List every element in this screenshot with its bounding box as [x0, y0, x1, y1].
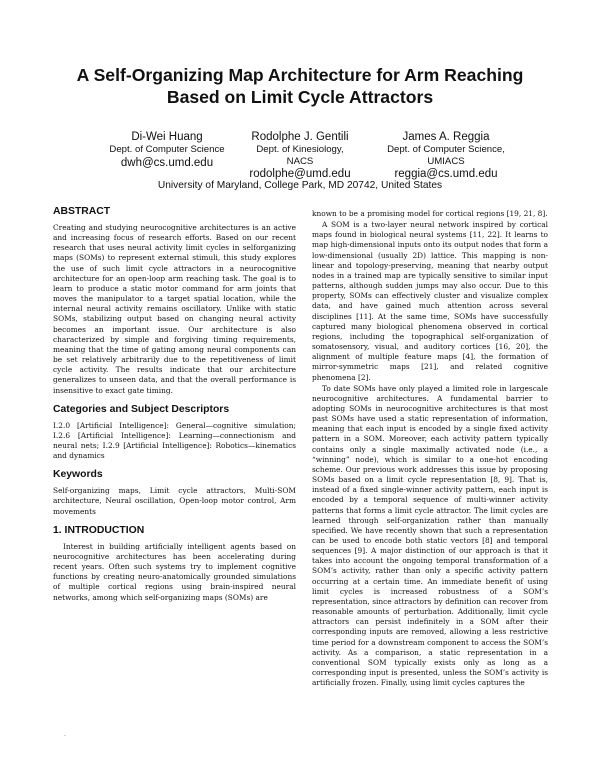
abstract-heading: ABSTRACT	[53, 206, 111, 217]
author-affiliation: Dept. of Kinesiology,	[256, 144, 344, 155]
left-column	[53, 206, 296, 603]
paper-title	[40, 64, 560, 108]
title-line-1: A Self-Organizing Map Architecture for Arm Reaching	[76, 65, 524, 85]
abstract-text: Creating and studying neurocognitive architectures is an active and increasing focus of research efforts. Based on our recent research that uses neural activity limit cycles in selforganizing maps (SOMs) to represent external stimuli, this study explores the use of such limit cycle attractors in a neurocognitive architecture for an open-loop arm reaching task. The goal is to learn to produce a static motor command for arm joints that moves the manipulator to a target spatial location, while the internal neural activity remains oscillatory. Unlike with static SOMs, stabilizing output based on changing neural activity becomes an important issue. Our architecture is also characterized by simple and forgiving timing requirements, meaning that the time of gating among neural components can be set relatively arbitrarily due to the repetitiveness of limit cycle activity. The results indicate that our architecture generalizes to unseen data, and that the overall performance is insensitive to exact gate timing.	[53, 223, 296, 395]
som-paragraph: A SOM is a two-layer neural network inspired by cortical maps found in biological neural systems [11, 22]. It learns to map high-dimensional inputs onto its output nodes that form a low-dimensional (usually 2D) lattice. This mapping is non-linear and topology-preserving, meaning that nearby output nodes in a trained map are typically sensitive to similar input patterns, although sudden jumps may also occur. Due to this property, SOMs can effectively cluster and visualize complex data, and have gained much attention across several disciplines [11]. At the same time, SOMs have successfully captured many biological phenomena observed in cortical regions, including the topographical self-organization of somatosensory, visual, and auditory cortices [16, 20], the alignment of multiple feature maps [4], the formation of mirror-symmetric maps [21], and related cognitive phenomena [2].	[312, 220, 548, 382]
author-affiliation: Dept. of Computer Science,	[387, 144, 505, 155]
author-name: Di-Wei Huang	[131, 131, 203, 143]
author-email: dwh@cs.umd.edu	[120, 156, 214, 169]
keywords-heading: Keywords	[53, 469, 103, 481]
author-name: James A. Reggia	[402, 131, 490, 143]
author-affiliation-2: NACS	[286, 155, 314, 167]
keywords-text: Self-organizing maps, Limit cycle attractors, Multi-SOM architecture, Neural oscillation, Open-loop motor control, Arm movements	[53, 486, 296, 516]
author-block-1	[92, 130, 242, 170]
introduction-heading: 1. INTRODUCTION	[53, 524, 145, 536]
introduction-text: Interest in building artificially intelligent agents based on neurocognitive architectures has been accelerating during recent years. Often such systems try to implement cognitive functions by creating neuro-anatomically grounded simulations of multiple cortical regions using brain-inspired neural networks, among which self-organizing maps (SOMs) are	[53, 541, 296, 602]
footer-mark: .	[64, 731, 66, 738]
categories-text: I.2.0 [Artificial Intelligence]: General—cognitive simulation; I.2.6 [Artificial Intelligence]: Learning—connectionism and neural nets; I.2.9 [Artificial Intelligence]: Robotics—kinematics and dynamics	[53, 420, 296, 461]
university-line: University of Maryland, College Park, MD 20742, United States	[157, 180, 443, 191]
author-block-3	[366, 130, 526, 181]
author-email: rodolphe@umd.edu	[249, 168, 351, 180]
continued-paragraph: known to be a promising model for cortical regions [19, 21, 8].	[312, 209, 548, 218]
limit-cycle-paragraph: To date SOMs have only played a limited role in largescale neurocognitive architectures. A fundamental barrier to adopting SOMs in neurocognitive architectures is that most past SOMs have used a static representation of information, meaning that each input is encoded by a single fixed activity pattern in a SOM. Moreover, each activity pattern typically contains only a single maximally activated node (i.e., a “winning” node), which is similar to a one-hot encoding scheme. Our previous work addresses this issue by proposing SOMs based on a limit cycle representation [8, 9]. That is, instead of a fixed single-winner activity pattern, each input is encoded by a temporal sequence of multi-winner activity patterns that forms a limit cycle attractor. The limit cycles are learned through self-organization rather than manually specified. We have recently shown that such a representation can be used to encode both static vectors [8] and temporal sequences [9]. A major distinction of our approach is that it takes into account the ongoing temporal transformation of a SOM’s activity, rather than only a specific activity pattern occurring at a certain time. An immediate benefit of using limit cycles is increased robustness of a SOM’s representation, since attractors by definition can recover from reasonable amounts of perturbation. Additionally, limit cycle attractors can persist indefinitely in a SOM after their corresponding inputs are removed, allowing a less restrictive time period for a downstream component to access the SOM’s activity. As a comparison, a static representation in a conventional SOM typically exists only as long as a corresponding input is presented, unless the SOM’s activity is artificially frozen. Finally, using limit cycles captures the	[312, 383, 548, 688]
author-block-2	[225, 130, 375, 181]
author-affiliation: Dept. of Computer Science	[109, 144, 225, 155]
right-column	[312, 209, 548, 688]
author-email: reggia@cs.umd.edu	[394, 168, 498, 180]
author-name: Rodolphe J. Gentili	[251, 131, 349, 143]
author-affiliation-2: UMIACS	[427, 155, 465, 167]
categories-heading: Categories and Subject Descriptors	[53, 403, 230, 415]
title-line-2: Based on Limit Cycle Attractors	[166, 87, 434, 107]
